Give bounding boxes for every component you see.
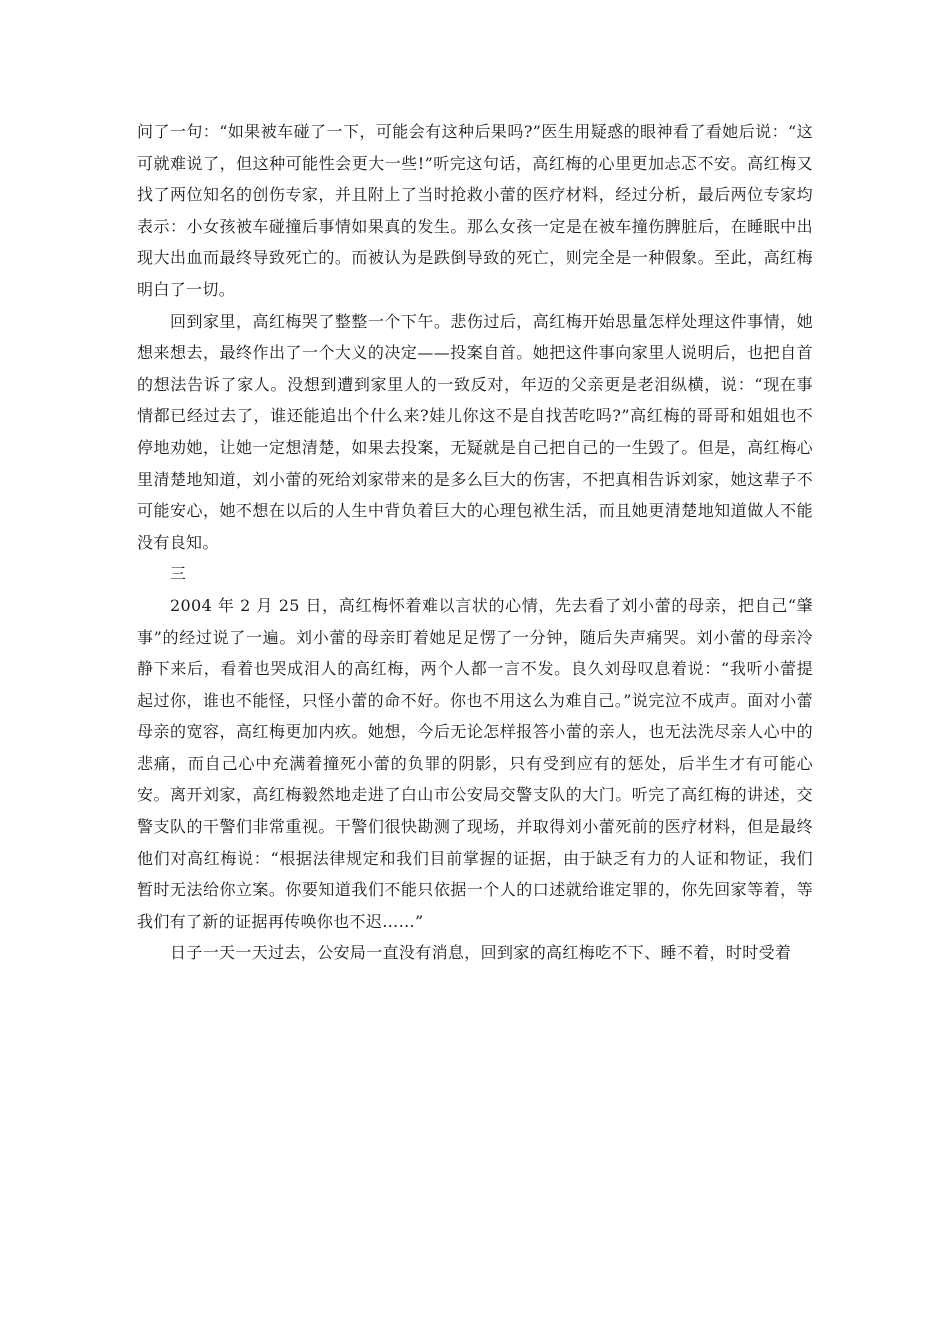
paragraph-days-passing: 日子一天一天过去，公安局一直没有消息，回到家的高红梅吃不下、睡不着，时时受着 [170,943,792,963]
document-page [137,116,813,969]
paragraph-confession: 2004 年 2 月 25 日，高红梅怀着难以言状的心情，先去看了刘小蕾的母亲，把自己“肇事”的经过说了一遍。刘小蕾的母亲盯着她足足愣了一分钟，随后失声痛哭。刘小蕾的母亲冷静下来后，看着也哭成泪人的高红梅，两个人都一言不发。良久刘母叹息着说：“我听小蕾提起过你，谁也不能怪，只怪小蕾的命不好。你也不用这么为难自己。”说完泣不成声。面对小蕾母亲的宽容，高红梅更加内疚。她想，今后无论怎样报答小蕾的亲人，也无法洗尽亲人心中的悲痛，而自己心中充满着撞死小蕾的负罪的阴影，只有受到应有的惩处，后半生才有可能心安。离开刘家，高红梅毅然地走进了白山市公安局交警支队的大门。听完了高红梅的讲述，交警支队的干警们非常重视。干警们很快勘测了现场，并取得刘小蕾死前的医疗材料，但是最终他们对高红梅说：“根据法律规定和我们目前掌握的证据，由于缺乏有力的人证和物证，我们暂时无法给你立案。你要知道我们不能只依据一个人的口述就给谁定罪的，你先回家等着，等我们有了新的证据再传唤你也不迟……” [137,595,813,931]
section-heading-three: 三 [170,564,187,584]
paragraph-continuation: 问了一句：“如果被车碰了一下，可能会有这种后果吗?”医生用疑惑的眼神看了看她后说：“这可就难说了，但这种可能性会更大一些!”听完这句话，高红梅的心里更加忐忑不安。高红梅又找了两位知名的创伤专家，并且附上了当时抢救小蕾的医疗材料，经过分析，最后两位专家均表示：小女孩被车碰撞后事情如果真的发生。那么女孩一定是在被车撞伤脾脏后，在睡眠中出现大出血而最终导致死亡的。而被认为是跌倒导致的死亡，则完全是一种假象。至此，高红梅明白了一切。 [137,122,813,299]
paragraph-returning-home: 回到家里，高红梅哭了整整一个下午。悲伤过后，高红梅开始思量怎样处理这件事情，她想来想去，最终作出了一个大义的决定——投案自首。她把这件事向家里人说明后，也把自首的想法告诉了家人。没想到遭到家里人的一致反对，年迈的父亲更是老泪纵横，说：“现在事情都已经过去了，谁还能追出个什么来?娃儿你这不是自找苦吃吗?”高红梅的哥哥和姐姐也不停地劝她，让她一定想清楚，如果去投案，无疑就是自己把自己的一生毁了。但是，高红梅心里清楚地知道，刘小蕾的死给刘家带来的是多么巨大的伤害，不把真相告诉刘家，她这辈子不可能安心，她不想在以后的人生中背负着巨大的心理包袱生活，而且她更清楚地知道做人不能没有良知。 [137,311,813,552]
